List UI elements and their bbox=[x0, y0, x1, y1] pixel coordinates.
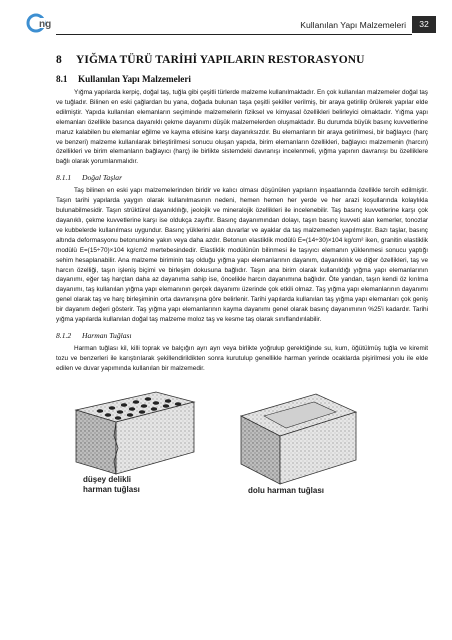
subsubsection-paragraph-1: Taş bilinen en eski yapı malzemelerinden biridir ve kalıcı olması düşünülen yapıların inşaatlarında özellikle tercih edilmiştir. Taşın tarihi yapılarda yaygın olarak kullanılmasının nedeni, hemen hemen her yerde ve her arazi koşullarında kolaylıkla bulunabilmesidir. Taşın strüktürel dayanıklılığı, jeolojik ve mineralojik özellikleri ile incelenebilir. Taş basınç kuvvetlerine karşı çok dayanıklı, çekme kuvvetlerine karşı ise oldukça zayıftır. Basınç dayanımından dolayı, taşın basınç kuvveti alan kemerler, tonozlar ve kubbelerde kullanılması uygundur. Basınç yüklerini alan duvarlar ve ayaklar da taş malzemeden yapılmıştır. Bazı taşlar, basınç altında deformasyonu betonunkine yakın veya daha azdır. Betonun elastiklik modülü E=(14÷30)×104 kg/cm² iken, granitin elastiklik modülü E=(15÷70)×104 kg/cm2 mertebesindedir. Elastiklik modülünün bilinmesi ile taşıyıcı elemanın yüklenmesi sonucu yaptığı sehim hesaplanabilir. Ana malzeme biriminin taş olduğu yığma yapı elemanlarının dayanım, dayanıklılık ve diğer özellikleri, taş ve harcın özelliği, taşın işleniş biçimi ve birleşim dokusuna bağlıdır. Taşın ana birim olarak kullanıldığı yığma yapı elemanlarının dayanımı, eğer taş harçtan daha az dayanıma sahip ise, öncelikle harcın dayanımına bağlıdır. Öte yandan, taşın kendi öz kırılma dayanımı, taş kullanılan yığma yapı elemanının gerçek dayanımı üzerinde çok etkili olmaz. Taş yığma yapı elemanlarının dayanımı genel olarak taş ve harç birleşiminin orta davranışına göre belirlenir. Tarihi yapılarda kullanılan taş yığma yapı elemanları çok geniş bir dayanım değeri gösterir. Taş yığma yapı elemanlarının kayma dayanımı genel olarak basınç dayanımının %25'i kadardır. Tarihi yığma yapılarda kullanılan doğal taş malzeme moloz taş ve kesme taş olarak sınıflandırılabilir. bbox=[56, 187, 428, 324]
svg-text:ng: ng bbox=[39, 19, 52, 30]
subsubsection-heading-2 bbox=[56, 331, 428, 340]
section-number: 8 bbox=[56, 54, 62, 66]
caption-perforated-brick bbox=[83, 475, 140, 495]
page-header bbox=[0, 0, 452, 46]
header-title: Kullanılan Yapı Malzemeleri bbox=[300, 20, 406, 30]
caption-perforated-line-1: düşey delikli bbox=[83, 474, 132, 484]
page-content bbox=[56, 54, 428, 501]
subsection-title: Kullanılan Yapı Malzemeleri bbox=[78, 74, 191, 84]
subsubsection-number-2: 8.1.2 bbox=[56, 330, 72, 340]
page-number: 32 bbox=[412, 16, 436, 33]
cng-logo-icon bbox=[26, 12, 56, 34]
subsubsection-paragraph-2: Harman tuğlası kil, killi toprak ve balçığın ayrı ayrı veya birlikte yoğrulup gerektiğinde su, kum, öğütülmüş tuğla ve kiremit tozu ve benzerleri ile karıştırılarak şekillendirildikten sonra kurutulup genellikle harman yerinde ocaklarda pişirilmesi yolu ile elde edilen ve duvar yapımında kullanılan bir malzemedir. bbox=[56, 344, 428, 372]
brick-figure bbox=[56, 386, 428, 501]
subsection-number: 8.1 bbox=[56, 74, 68, 84]
section-heading bbox=[56, 54, 428, 66]
section-title: YIĞMA TÜRÜ TARİHİ YAPILARIN RESTORASYONU bbox=[76, 54, 365, 66]
subsection-heading bbox=[56, 74, 428, 84]
header-rule bbox=[56, 34, 412, 35]
caption-solid-brick: dolu harman tuğlası bbox=[248, 485, 325, 495]
subsubsection-title-1: Doğal Taşlar bbox=[82, 173, 123, 183]
subsection-paragraph: Yığma yapılarda kerpiç, doğal taş, tuğla gibi çeşitli türlerde malzeme kullanılmaktadır. En çok kullanılan malzemeler doğal taş ve tuğladır. Bilinen en eski çağlardan bu yana, doğada bulunan taşa çeşitli şekiller verilmiş, bir araya getirilip örülerek yapılar elde edilmiştir. Yapıda kullanılan elemanların seçiminde malzemelerin fiziksel ve kimyasal özellikleri belirleyici olmaktadır. Yığma yapı elemanları özellikle basınca dayanıklı çekme dayanımı düşük malzemelerden oluşmaktadır. Bu durumda büyük basınç kuvvetlerine maruz kalabilen bu elemanlar eğilme ve kayma etkisine karşı dayanıksızdır. Bu elemanların bir araya getirilmesi, bir bağlayıcı (harç ve benzeri) malzeme kullanılarak birleştirilmesi sonucu oluşan yapıda, birim elemanların özellikleri, bağlayıcı malzemenin (harcın) özellikleri ve birim elemanların bağlayıcı (harç) ile birlikte sistemdeki davranışı incelenmeli, yığma yapının davranışı bu özelliklere bağlı olarak yorumlanmalıdır. bbox=[56, 89, 428, 166]
subsubsection-heading-1 bbox=[56, 173, 428, 182]
caption-perforated-line-2: harman tuğlası bbox=[83, 484, 140, 494]
perforated-brick-drawing bbox=[76, 392, 194, 474]
subsubsection-title-2: Harman Tuğlası bbox=[82, 330, 132, 340]
solid-brick-drawing bbox=[241, 394, 356, 484]
subsubsection-number-1: 8.1.1 bbox=[56, 173, 72, 183]
